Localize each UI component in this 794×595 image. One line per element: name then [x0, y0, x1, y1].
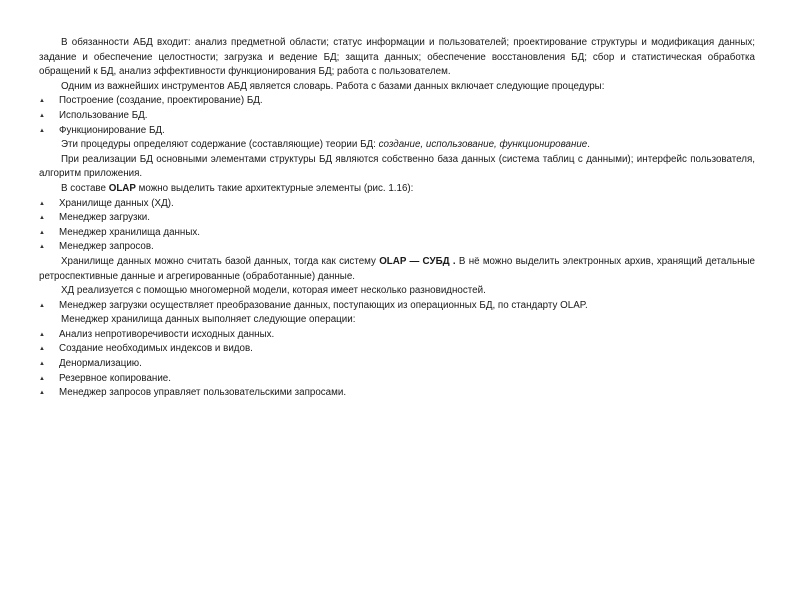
list-item: ▲ Хранилище данных (ХД). — [39, 197, 755, 212]
operations-list — [39, 328, 755, 401]
bullet-icon: ▲ — [39, 98, 45, 105]
paragraph-dictionary: Одним из важнейших инструментов АБД является словарь. Работа с базами данных включает следующие процедуры: — [61, 80, 605, 92]
list-item: ▲ Менеджер запросов управляет пользовательскими запросами. — [39, 386, 755, 401]
paragraph-multidimensional: ХД реализуется с помощью многомерной модели, которая имеет несколько разновидностей. — [61, 285, 486, 297]
bullet-icon: ▲ — [39, 346, 45, 353]
list-item: ▲ Менеджер загрузки. — [39, 211, 755, 226]
list-item: ▲ Анализ непротиворечивости исходных данных. — [39, 328, 755, 343]
list-item: ▲ Использование БД. — [39, 109, 755, 124]
paragraph-olap-elements: В составе OLAP можно выделить такие архитектурные элементы (рис. 1.16): — [61, 182, 414, 194]
bullet-icon: ▲ — [39, 331, 45, 338]
paragraph-warehouse: Хранилище данных можно считать базой данных, тогда как систему OLAP — СУБД . В нё можно выделить электронных архив, хранящий детальные ретроспективные данные и агрегированные (обработанные) данные. — [39, 255, 755, 282]
olap-dbms-term: OLAP — СУБД . — [379, 255, 456, 267]
paragraph-warehouse-manager: Менеджер хранилища данных выполняет следующие операции: — [61, 314, 356, 326]
bullet-icon: ▲ — [39, 200, 45, 207]
procedures-list — [39, 94, 755, 138]
bullet-icon: ▲ — [39, 375, 45, 382]
bullet-icon: ▲ — [39, 302, 45, 309]
paragraph-structure: При реализации БД основными элементами структуры БД являются собственно база данных (система таблиц с данными); интерфейс пользователя, алгоритм приложения. — [39, 153, 755, 180]
bullet-icon: ▲ — [39, 229, 45, 236]
bullet-icon: ▲ — [39, 215, 45, 222]
list-item-load-manager: ▲ Менеджер загрузки осуществляет преобразование данных, поступающих из операционных БД, по стандарту OLAP. — [39, 299, 755, 314]
bullet-icon: ▲ — [39, 390, 45, 397]
list-item: ▲ Резервное копирование. — [39, 372, 755, 387]
paragraph-theory: Эти процедуры определяют содержание (составляющие) теории БД: создание, использование, функционирование. — [61, 139, 590, 151]
bullet-icon: ▲ — [39, 244, 45, 251]
bullet-icon: ▲ — [39, 112, 45, 119]
list-item: ▲ Функционирование БД. — [39, 124, 755, 139]
list-item: ▲ Создание необходимых индексов и видов. — [39, 342, 755, 357]
olap-elements-list — [39, 197, 755, 255]
theory-terms: создание, использование, функционирование — [378, 139, 588, 151]
paragraph-dba-duties: В обязанности АБД входит: анализ предметной области; статус информации и пользователей; проектирование структуры и модификация данных; задание и обеспечение целостности; загрузка и ведение БД; защита данных; обеспечение восстановления БД; сбор и статистическая обработка обращений к БД, анализ эффективности функционирования БД; работа с пользователем. — [39, 37, 755, 78]
list-item: ▲ Денормализацию. — [39, 357, 755, 372]
list-item: ▲ Менеджер запросов. — [39, 240, 755, 255]
bullet-icon: ▲ — [39, 127, 45, 134]
bullet-icon: ▲ — [39, 361, 45, 368]
document-body — [39, 36, 755, 401]
list-item: ▲ Построение (создание, проектирование) БД. — [39, 94, 755, 109]
list-item: ▲ Менеджер хранилища данных. — [39, 226, 755, 241]
olap-term: OLAP — [108, 182, 136, 194]
